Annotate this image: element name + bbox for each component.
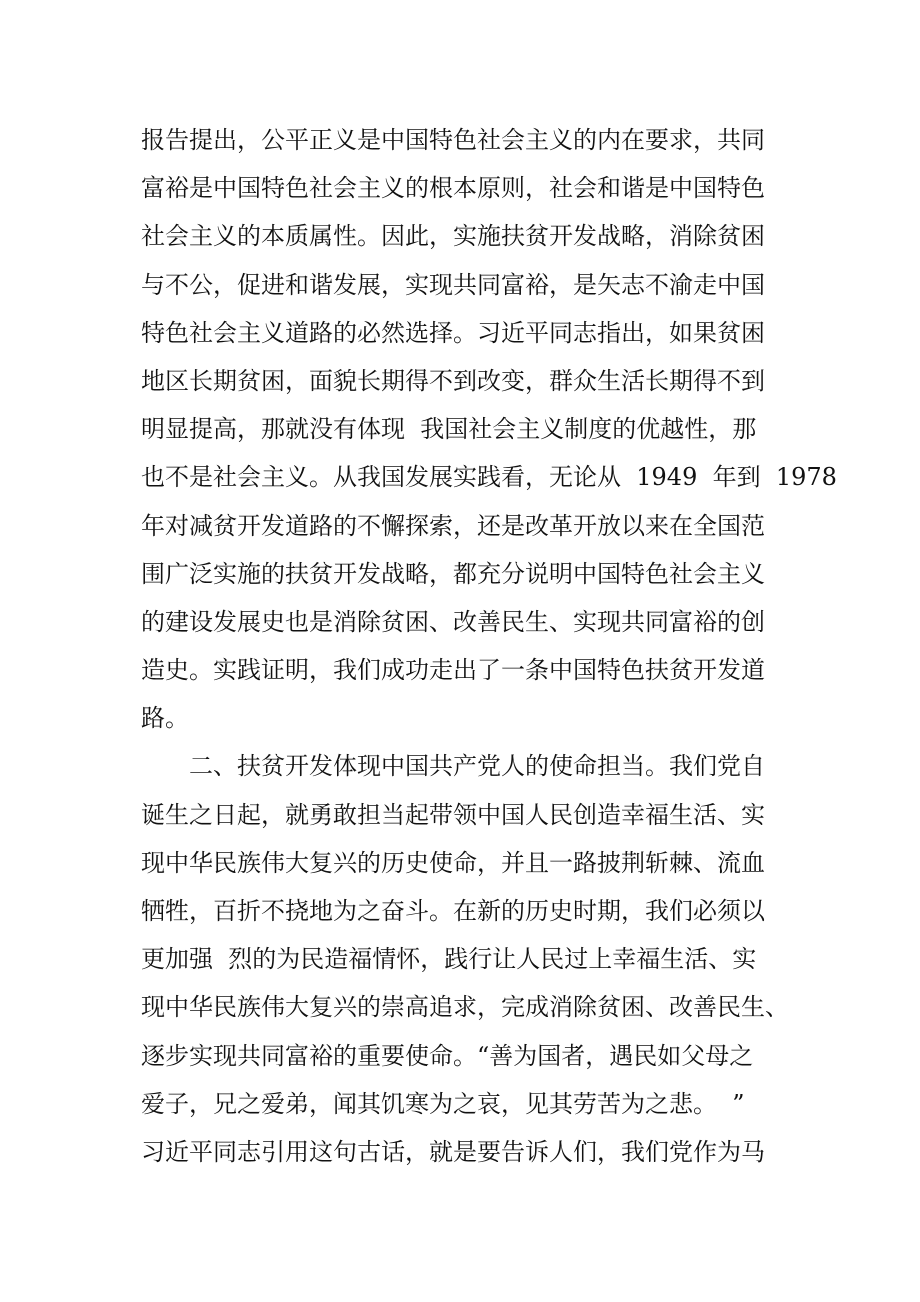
text-line: 年对减贫开发道路的不懈探索，还是改革开放以来在全国范 — [141, 511, 765, 540]
text-line: 牺牲，百折不挠地为之奋斗。在新的历史时期，我们必须以 — [141, 897, 765, 925]
text-line: 现中华民族伟大复兴的历史使命，并且一路披荆斩棘、流血 — [141, 848, 765, 877]
text-line: 现中华民族伟大复兴的崇高追求，完成消除贫困、改善民生、 — [141, 993, 789, 1022]
text-line: 爱子，兄之爱弟，闻其饥寒为之哀，见其劳苦为之悲。 ” — [141, 1089, 745, 1118]
text-line: 明显提高，那就没有体现 我国社会主义制度的优越性，那 — [141, 415, 757, 444]
text-line: 社会主义的本质属性。因此，实施扶贫开发战略，消除贫困 — [141, 222, 765, 251]
text-line: 逐步实现共同富裕的重要使命。“善为国者，遇民如父母之 — [141, 1041, 754, 1070]
text-line: 的建设发展史也是消除贫困、改善民生、实现共同富裕的创 — [141, 607, 765, 636]
text-line: 特色社会主义道路的必然选择。习近平同志指出，如果贫困 — [141, 318, 765, 347]
text-line: 造史。实践证明，我们成功走出了一条中国特色扶贫开发道 — [141, 656, 765, 685]
text-line: 更加强 烈的为民造福情怀，践行让人民过上幸福生活、实 — [141, 945, 757, 974]
text-line: 也不是社会主义。从我国发展实践看，无论从 1949 年到 1978 — [141, 463, 837, 492]
text-line: 地区长期贫困，面貌长期得不到改变，群众生活长期得不到 — [141, 366, 765, 395]
paragraph-2 — [141, 742, 789, 1176]
text-line: 诞生之日起，就勇敢担当起带领中国人民创造幸福生活、实 — [141, 800, 765, 829]
text-line: 与不公，促进和谐发展，实现共同富裕，是矢志不渝走中国 — [141, 270, 765, 299]
text-line: 习近平同志引用这句古话，就是要告诉人们，我们党作为马 — [141, 1137, 765, 1166]
text-line: 富裕是中国特色社会主义的根本原则，社会和谐是中国特色 — [141, 174, 765, 203]
text-line-indented: 二、扶贫开发体现中国共产党人的使命担当。我们党自 — [189, 752, 765, 781]
paragraph-1 — [141, 116, 837, 742]
text-line: 报告提出，公平正义是中国特色社会主义的内在要求，共同 — [141, 126, 765, 154]
text-line: 围广泛实施的扶贫开发战略，都充分说明中国特色社会主义 — [141, 559, 765, 588]
text-line: 路。 — [141, 704, 189, 733]
document-body — [141, 116, 837, 1176]
